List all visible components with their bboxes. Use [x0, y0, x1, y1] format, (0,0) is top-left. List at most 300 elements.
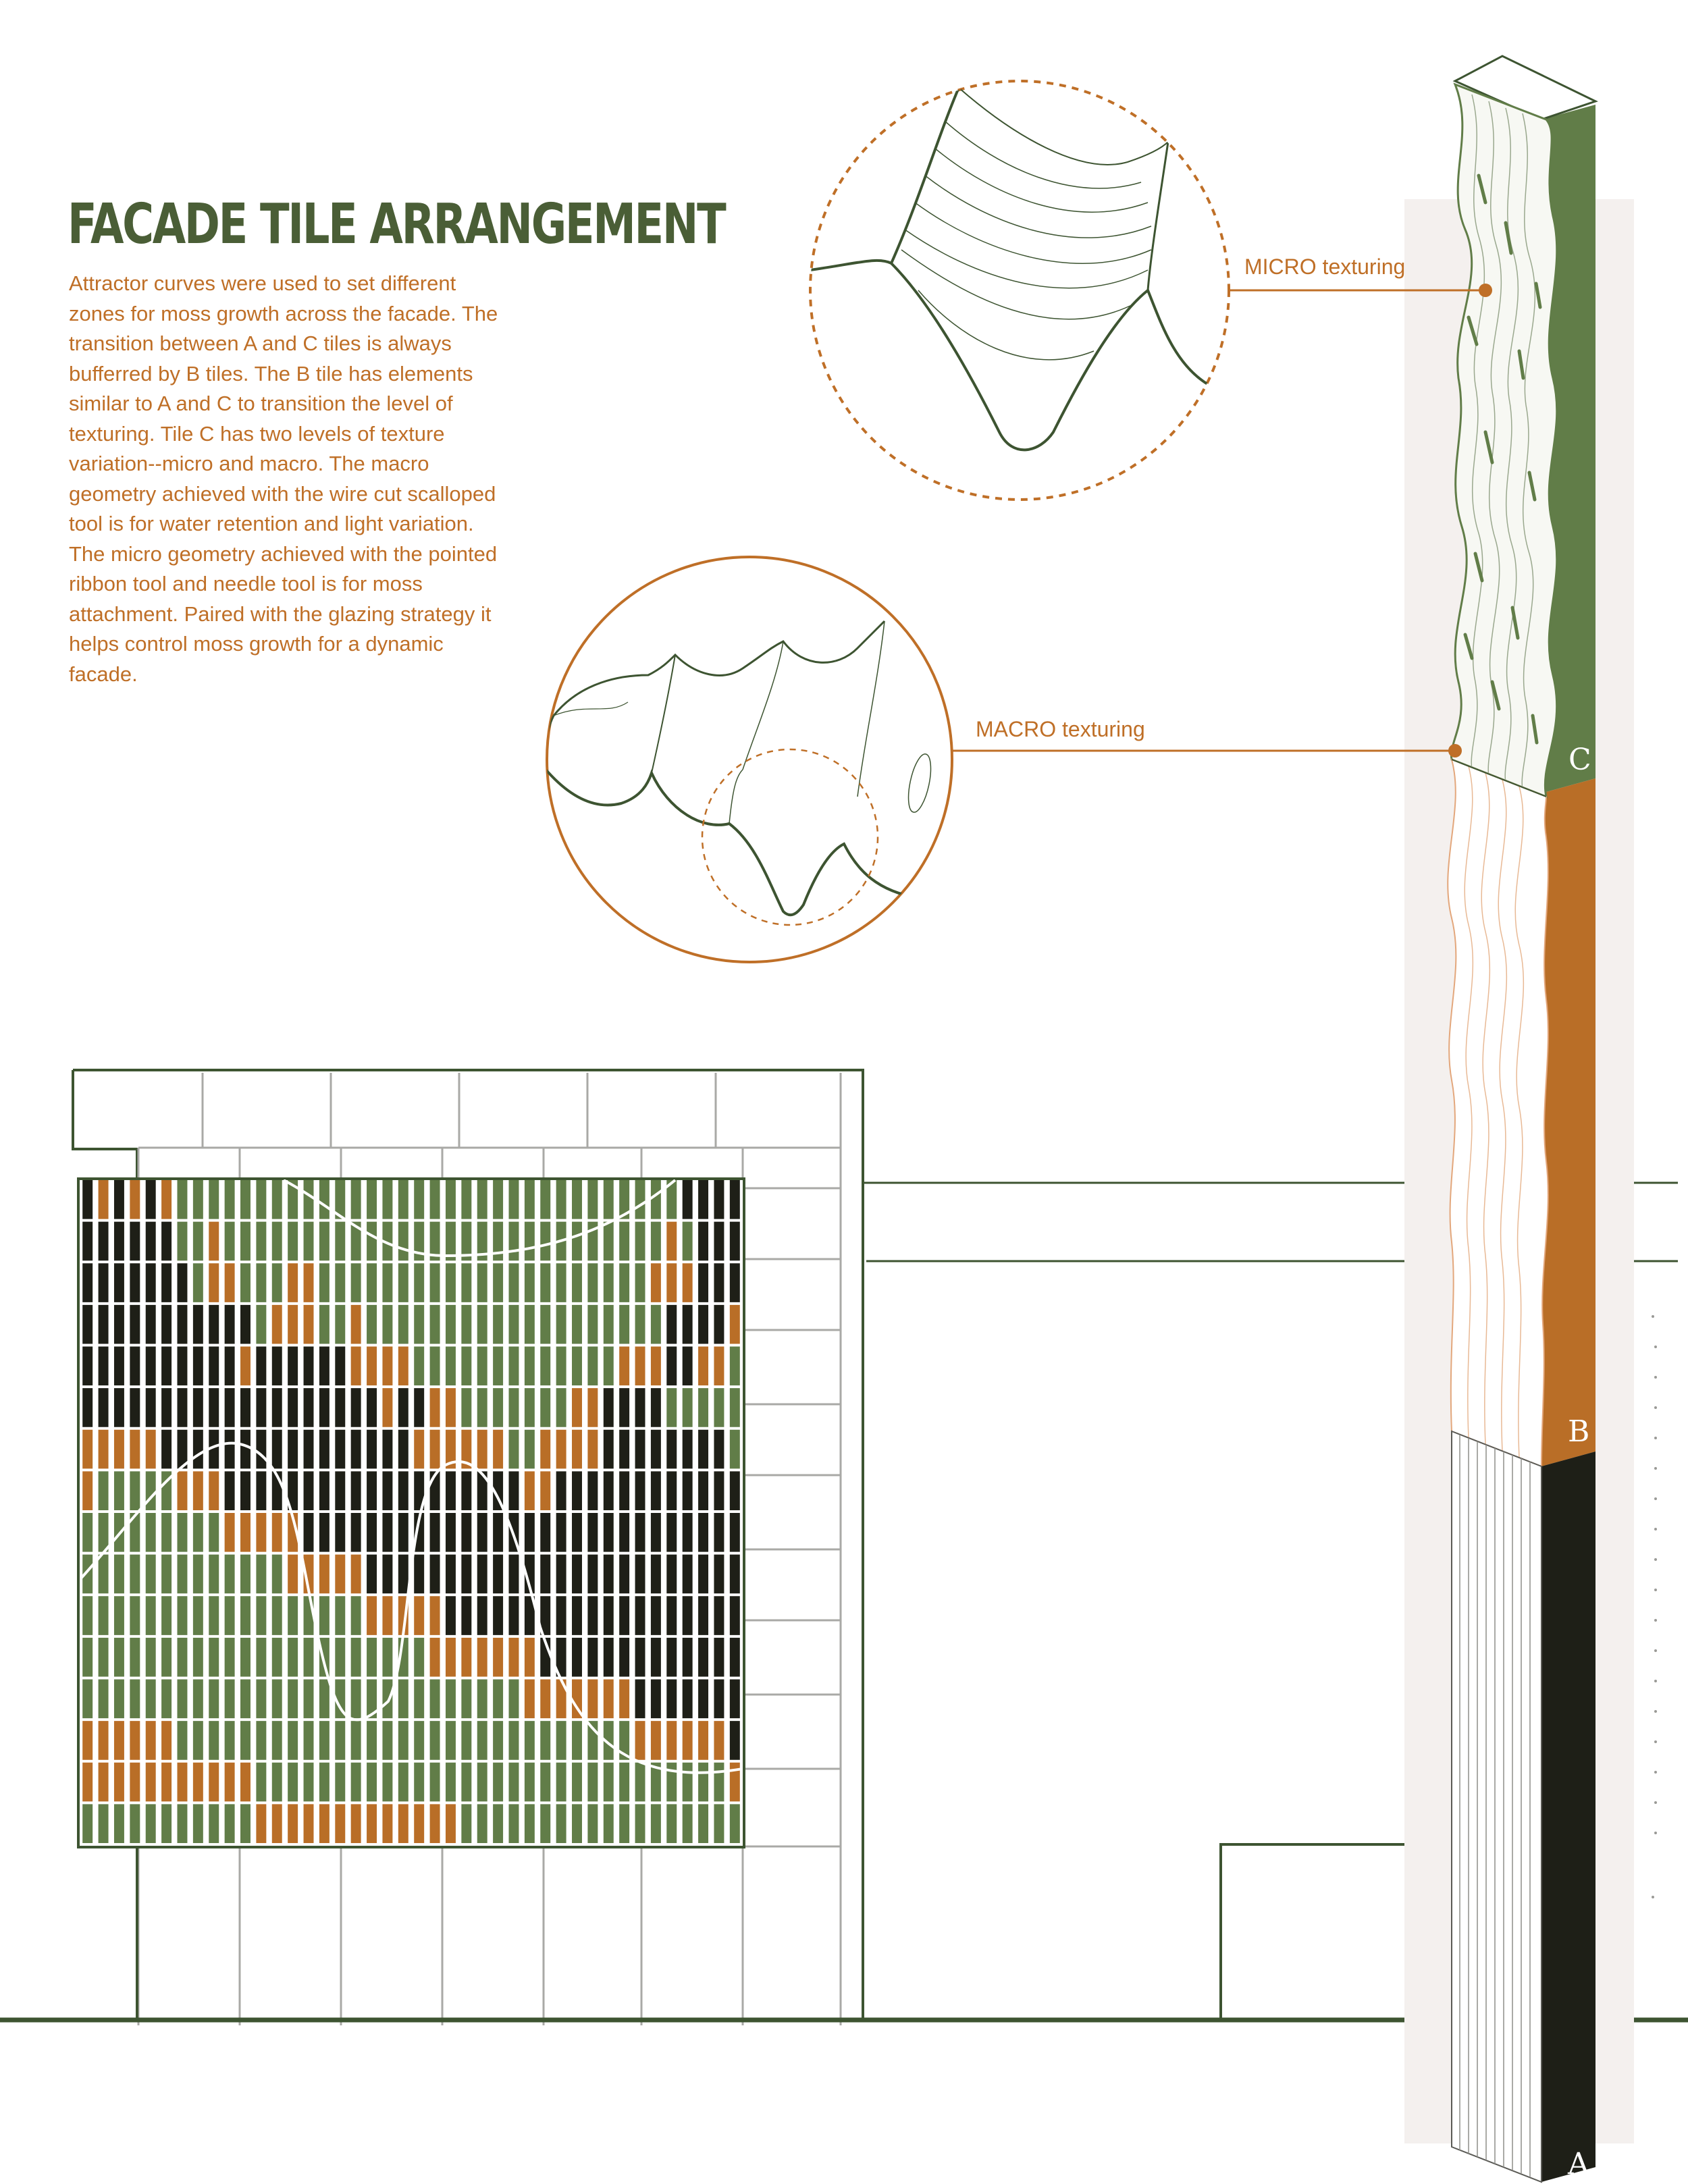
tile-a — [666, 1430, 677, 1469]
tile-c — [161, 1804, 172, 1843]
tile-c — [477, 1804, 487, 1843]
tile-b — [714, 1721, 724, 1760]
tile-b — [193, 1471, 203, 1510]
column-face-a — [1541, 1451, 1595, 2182]
tile-b — [430, 1638, 440, 1677]
tile-a — [493, 1555, 503, 1594]
tile-c — [130, 1804, 140, 1843]
tile-c — [256, 1305, 266, 1344]
tile-a — [651, 1471, 661, 1510]
tile-a — [556, 1471, 566, 1510]
tile-a — [351, 1430, 361, 1469]
tile-c — [256, 1555, 266, 1594]
tile-b — [240, 1513, 250, 1552]
tile-c — [446, 1305, 456, 1344]
tile-a — [666, 1680, 677, 1719]
tile-a — [698, 1430, 708, 1469]
tile-c — [540, 1721, 550, 1760]
tile-a — [714, 1638, 724, 1677]
tile-c — [351, 1721, 361, 1760]
tile-c — [493, 1305, 503, 1344]
tile-c — [666, 1388, 677, 1427]
tile-c — [525, 1222, 535, 1261]
tile-c — [414, 1263, 424, 1302]
tile-b — [430, 1430, 440, 1469]
tile-c — [335, 1763, 345, 1802]
tile-a — [508, 1555, 519, 1594]
tile-c — [225, 1721, 235, 1760]
tile-c — [240, 1804, 250, 1843]
tile-b — [525, 1638, 535, 1677]
tile-c — [272, 1680, 282, 1719]
tile-c — [525, 1721, 535, 1760]
tile-a — [698, 1680, 708, 1719]
tile-c — [477, 1721, 487, 1760]
tile-c — [225, 1638, 235, 1677]
tile-b — [587, 1680, 598, 1719]
tile-b — [225, 1763, 235, 1802]
tile-b — [540, 1471, 550, 1510]
tile-b — [161, 1180, 172, 1219]
tile-c — [446, 1180, 456, 1219]
tile-a — [619, 1430, 629, 1469]
tile-c — [240, 1638, 250, 1677]
tile-b — [619, 1680, 629, 1719]
tile-c — [177, 1180, 187, 1219]
tile-a — [587, 1513, 598, 1552]
tile-c — [304, 1180, 314, 1219]
tile-c — [319, 1763, 329, 1802]
tile-c — [446, 1721, 456, 1760]
tile-b — [130, 1763, 140, 1802]
tile-a — [193, 1430, 203, 1469]
tile-c — [225, 1555, 235, 1594]
tile-a — [288, 1430, 298, 1469]
tile-c — [146, 1471, 156, 1510]
tile-c — [304, 1763, 314, 1802]
tile-a — [556, 1513, 566, 1552]
tile-a — [730, 1680, 740, 1719]
tile-a — [414, 1555, 424, 1594]
tile-b — [130, 1430, 140, 1469]
tile-c — [525, 1180, 535, 1219]
tile-a — [146, 1305, 156, 1344]
tile-c — [587, 1763, 598, 1802]
tile-c — [177, 1222, 187, 1261]
column-face-b — [1541, 778, 1595, 1466]
tile-c — [193, 1680, 203, 1719]
tile-b — [619, 1347, 629, 1386]
tile-c — [256, 1680, 266, 1719]
tile-b — [209, 1471, 219, 1510]
tile-b — [635, 1347, 645, 1386]
tile-c — [240, 1680, 250, 1719]
tile-c — [635, 1222, 645, 1261]
tile-a — [604, 1596, 614, 1635]
tile-a — [714, 1513, 724, 1552]
tile-c — [193, 1180, 203, 1219]
tile-b — [146, 1430, 156, 1469]
tile-a — [477, 1555, 487, 1594]
tile-c — [367, 1305, 377, 1344]
tile-c — [604, 1804, 614, 1843]
tile-a — [461, 1596, 471, 1635]
tile-a — [351, 1471, 361, 1510]
tile-c — [225, 1804, 235, 1843]
tile-a — [619, 1638, 629, 1677]
tile-c — [288, 1222, 298, 1261]
tile-c — [209, 1555, 219, 1594]
tile-c — [351, 1263, 361, 1302]
tile-c — [351, 1596, 361, 1635]
tile-c — [177, 1721, 187, 1760]
tile-a — [651, 1388, 661, 1427]
tile-c — [683, 1763, 693, 1802]
tile-a — [304, 1513, 314, 1552]
tile-c — [225, 1596, 235, 1635]
tile-c — [525, 1388, 535, 1427]
tile-a — [572, 1471, 582, 1510]
tile-a — [651, 1680, 661, 1719]
tile-c — [572, 1721, 582, 1760]
description-paragraph: Attractor curves were used to set different zones for moss growth across the facade. The transition between A and C tiles is always bufferred by B tiles. The B tile has elements similar to A and C to transition the level of texturing. Tile C has two levels of texture variation--micro and macro. The macro geometry achieved with the wire cut scalloped tool is for water retention and light variation. The micro geometry achieved with the pointed ribbon tool and needle tool is for moss attachment. Paired with the glazing strategy it helps control moss growth for a dynamic facade. — [69, 271, 498, 686]
tile-a — [161, 1347, 172, 1386]
tile-c — [493, 1680, 503, 1719]
tile-a — [666, 1471, 677, 1510]
tile-a — [209, 1347, 219, 1386]
tile-c — [461, 1804, 471, 1843]
tile-b — [351, 1804, 361, 1843]
tile-a — [572, 1638, 582, 1677]
tile-c — [493, 1804, 503, 1843]
tile-c — [604, 1263, 614, 1302]
tile-c — [651, 1222, 661, 1261]
tile-b — [335, 1804, 345, 1843]
tile-a — [604, 1471, 614, 1510]
tile-a — [146, 1388, 156, 1427]
tile-b — [114, 1430, 124, 1469]
tile-c — [508, 1263, 519, 1302]
tile-c — [114, 1555, 124, 1594]
tile-c — [177, 1638, 187, 1677]
tile-c — [193, 1513, 203, 1552]
tile-c — [430, 1347, 440, 1386]
tile-c — [177, 1680, 187, 1719]
tile-c — [225, 1180, 235, 1219]
tile-a — [161, 1305, 172, 1344]
tile-a — [225, 1388, 235, 1427]
tile-a — [683, 1513, 693, 1552]
tile-c — [209, 1513, 219, 1552]
tile-c — [382, 1763, 392, 1802]
tile-a — [604, 1555, 614, 1594]
tile-b — [99, 1763, 109, 1802]
tile-a — [398, 1388, 408, 1427]
tile-a — [635, 1430, 645, 1469]
tile-b — [193, 1763, 203, 1802]
tile-a — [146, 1222, 156, 1261]
tile-a — [683, 1555, 693, 1594]
tile-a — [335, 1347, 345, 1386]
tile-a — [256, 1471, 266, 1510]
tile-b — [446, 1388, 456, 1427]
tile-c — [288, 1680, 298, 1719]
tile-a — [666, 1638, 677, 1677]
tile-c — [477, 1305, 487, 1344]
tile-a — [635, 1680, 645, 1719]
tile-a — [604, 1513, 614, 1552]
tile-b — [477, 1430, 487, 1469]
tile-a — [477, 1596, 487, 1635]
tile-c — [493, 1263, 503, 1302]
micro-texturing-label: MICRO texturing — [1244, 255, 1406, 279]
tile-c — [288, 1763, 298, 1802]
tile-a — [698, 1513, 708, 1552]
tile-a — [493, 1513, 503, 1552]
tile-c — [256, 1596, 266, 1635]
tile-a — [335, 1430, 345, 1469]
tile-a — [335, 1388, 345, 1427]
tile-c — [272, 1180, 282, 1219]
tile-c — [272, 1555, 282, 1594]
tile-a — [398, 1471, 408, 1510]
tile-a — [461, 1471, 471, 1510]
tile-c — [130, 1555, 140, 1594]
tile-a — [698, 1180, 708, 1219]
tile-a — [351, 1513, 361, 1552]
tile-a — [304, 1471, 314, 1510]
tile-a — [114, 1388, 124, 1427]
tile-a — [587, 1596, 598, 1635]
tile-c — [683, 1388, 693, 1427]
tile-a — [99, 1222, 109, 1261]
tile-c — [240, 1721, 250, 1760]
tile-a — [161, 1263, 172, 1302]
tile-c — [414, 1305, 424, 1344]
tile-a — [272, 1388, 282, 1427]
tile-b — [240, 1347, 250, 1386]
tile-c — [556, 1763, 566, 1802]
tile-a — [319, 1347, 329, 1386]
tile-a — [414, 1388, 424, 1427]
tile-c — [619, 1763, 629, 1802]
tile-a — [683, 1430, 693, 1469]
tile-a — [666, 1555, 677, 1594]
tile-c — [335, 1638, 345, 1677]
tile-c — [477, 1180, 487, 1219]
tile-c — [461, 1763, 471, 1802]
tile-a — [193, 1305, 203, 1344]
tile-c — [508, 1222, 519, 1261]
tile-a — [319, 1513, 329, 1552]
tile-a — [572, 1513, 582, 1552]
tile-a — [604, 1388, 614, 1427]
tile-a — [446, 1471, 456, 1510]
tile-c — [525, 1430, 535, 1469]
tile-c — [209, 1721, 219, 1760]
tile-b — [177, 1471, 187, 1510]
tile-a — [288, 1347, 298, 1386]
tile-c — [414, 1680, 424, 1719]
tile-a — [130, 1347, 140, 1386]
tile-c — [508, 1180, 519, 1219]
tile-c — [508, 1804, 519, 1843]
tile-a — [240, 1471, 250, 1510]
tile-c — [382, 1680, 392, 1719]
tile-b — [572, 1430, 582, 1469]
tile-c — [730, 1388, 740, 1427]
tile-c — [508, 1721, 519, 1760]
tile-b — [256, 1804, 266, 1843]
tile-a — [619, 1555, 629, 1594]
tile-c — [288, 1638, 298, 1677]
tile-a — [367, 1555, 377, 1594]
tile-c — [572, 1180, 582, 1219]
tile-c — [114, 1638, 124, 1677]
tile-b — [508, 1638, 519, 1677]
tile-c — [209, 1638, 219, 1677]
tile-b — [587, 1430, 598, 1469]
tile-a — [398, 1513, 408, 1552]
tile-c — [430, 1305, 440, 1344]
tile-b — [99, 1430, 109, 1469]
tile-b — [367, 1804, 377, 1843]
tile-b — [304, 1804, 314, 1843]
tile-c — [430, 1263, 440, 1302]
tile-a — [730, 1263, 740, 1302]
tile-a — [161, 1430, 172, 1469]
tile-a — [635, 1596, 645, 1635]
tile-c — [414, 1763, 424, 1802]
tile-c — [556, 1388, 566, 1427]
tile-a — [683, 1180, 693, 1219]
tile-c — [272, 1763, 282, 1802]
tile-a — [714, 1471, 724, 1510]
tile-c — [240, 1596, 250, 1635]
tile-b — [683, 1721, 693, 1760]
tile-c — [525, 1804, 535, 1843]
tile-c — [493, 1347, 503, 1386]
tile-c — [540, 1388, 550, 1427]
tile-c — [335, 1263, 345, 1302]
tile-c — [714, 1388, 724, 1427]
tile-a — [99, 1263, 109, 1302]
tile-c — [730, 1430, 740, 1469]
tile-b — [130, 1721, 140, 1760]
tile-a — [161, 1388, 172, 1427]
tile-c — [477, 1680, 487, 1719]
tile-c — [99, 1513, 109, 1552]
tile-b — [351, 1347, 361, 1386]
tile-c — [619, 1305, 629, 1344]
tile-b — [714, 1347, 724, 1386]
tile-c — [698, 1388, 708, 1427]
tile-c — [556, 1180, 566, 1219]
tile-a — [730, 1721, 740, 1760]
tile-c — [367, 1763, 377, 1802]
tile-c — [446, 1763, 456, 1802]
tile-c — [161, 1680, 172, 1719]
tile-b — [82, 1471, 93, 1510]
tile-b — [430, 1388, 440, 1427]
tile-a — [130, 1388, 140, 1427]
tile-b — [477, 1638, 487, 1677]
tile-c — [193, 1263, 203, 1302]
tile-a — [146, 1347, 156, 1386]
tile-a — [382, 1430, 392, 1469]
tile-c — [508, 1305, 519, 1344]
tile-a — [698, 1222, 708, 1261]
tile-c — [99, 1680, 109, 1719]
tile-a — [130, 1222, 140, 1261]
tile-c — [414, 1721, 424, 1760]
tile-a — [225, 1347, 235, 1386]
tile-a — [619, 1596, 629, 1635]
tile-c — [508, 1763, 519, 1802]
tile-c — [209, 1180, 219, 1219]
tile-c — [398, 1680, 408, 1719]
tile-a — [604, 1430, 614, 1469]
tile-c — [114, 1804, 124, 1843]
tile-b — [161, 1763, 172, 1802]
tile-c — [82, 1513, 93, 1552]
tile-c — [540, 1263, 550, 1302]
tile-a — [99, 1305, 109, 1344]
tile-b — [382, 1347, 392, 1386]
tile-c — [461, 1347, 471, 1386]
tile-c — [461, 1680, 471, 1719]
tile-a — [114, 1263, 124, 1302]
tile-c — [335, 1721, 345, 1760]
tile-c — [508, 1430, 519, 1469]
tile-a — [730, 1222, 740, 1261]
tile-b — [99, 1180, 109, 1219]
tile-c — [272, 1222, 282, 1261]
tile-b — [540, 1430, 550, 1469]
tile-a — [714, 1180, 724, 1219]
tile-a — [572, 1596, 582, 1635]
tile-c — [177, 1513, 187, 1552]
tile-c — [99, 1638, 109, 1677]
tile-c — [367, 1721, 377, 1760]
tile-b — [146, 1721, 156, 1760]
tile-c — [683, 1804, 693, 1843]
tile-b — [446, 1804, 456, 1843]
tile-b — [288, 1305, 298, 1344]
tile-a — [177, 1347, 187, 1386]
tile-a — [240, 1305, 250, 1344]
tile-b — [666, 1222, 677, 1261]
tile-a — [635, 1555, 645, 1594]
tile-a — [272, 1347, 282, 1386]
tile-c — [319, 1596, 329, 1635]
tile-b — [430, 1804, 440, 1843]
tile-a — [666, 1347, 677, 1386]
tile-c — [619, 1804, 629, 1843]
tile-c — [714, 1804, 724, 1843]
tile-b — [666, 1263, 677, 1302]
page-title: FACADE TILE ARRANGEMENT — [68, 192, 725, 257]
tile-c — [272, 1263, 282, 1302]
tile-c — [225, 1222, 235, 1261]
tile-c — [556, 1263, 566, 1302]
tile-a — [177, 1263, 187, 1302]
tile-a — [683, 1305, 693, 1344]
tile-b — [556, 1430, 566, 1469]
tile-c — [493, 1763, 503, 1802]
tile-a — [146, 1180, 156, 1219]
dimension-ticks — [1652, 1315, 1657, 1898]
